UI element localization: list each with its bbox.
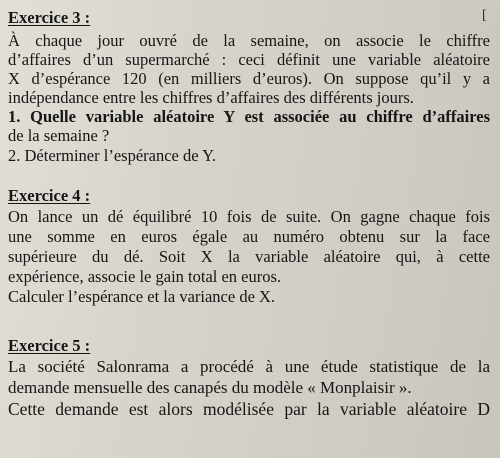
exercise-4-title: Exercice 4 : bbox=[8, 186, 91, 205]
page-edge-mark: [ bbox=[482, 8, 487, 23]
exercise-4-text-line-5: Calculer l’espérance et la variance de X. bbox=[8, 287, 276, 306]
exercise-3-text-line-2: d’affaires d’un supermarché : ceci définit une variable aléatoire bbox=[8, 50, 490, 69]
exercise-3-text-line-3: X d’espérance 120 (en milliers d’euros). On suppose qu’il y a bbox=[8, 69, 490, 88]
exercise-3-title: Exercice 3 : bbox=[8, 8, 91, 27]
exercise-5-text-line-3: Cette demande est alors modélisée par la variable aléatoire D bbox=[8, 399, 490, 419]
exercise-3-question-2: 2. Déterminer l’espérance de Y. bbox=[8, 146, 216, 165]
exercise-4-text-line-4: expérience, associe le gain total en euros. bbox=[8, 267, 282, 286]
exercise-5-text-line-2: demande mensuelle des canapés du modèle « Monplaisir ». bbox=[8, 378, 412, 397]
exercise-5-title: Exercice 5 : bbox=[8, 336, 91, 355]
exercise-4-text-line-3: supérieure du dé. Soit X la variable aléatoire qui, à cette bbox=[8, 247, 490, 266]
exercise-4-text-line-1: On lance un dé équilibré 10 fois de suite. On gagne chaque fois bbox=[8, 207, 490, 226]
exercise-3-text-line-1: À chaque jour ouvré de la semaine, on associe le chiffre bbox=[8, 31, 490, 50]
exercise-3-question-1-line-2: de la semaine ? bbox=[8, 126, 110, 145]
exercise-5-text-line-1: La société Salonrama a procédé à une étude statistique de la bbox=[8, 357, 490, 376]
exercise-3-question-1-line-1: 1. Quelle variable aléatoire Y est associée au chiffre d’affaires bbox=[8, 107, 490, 126]
exercise-3-text-line-4: indépendance entre les chiffres d’affaires des différents jours. bbox=[8, 88, 414, 107]
exercise-4-text-line-2: une somme en euros égale au numéro obtenu sur la face bbox=[8, 227, 490, 246]
